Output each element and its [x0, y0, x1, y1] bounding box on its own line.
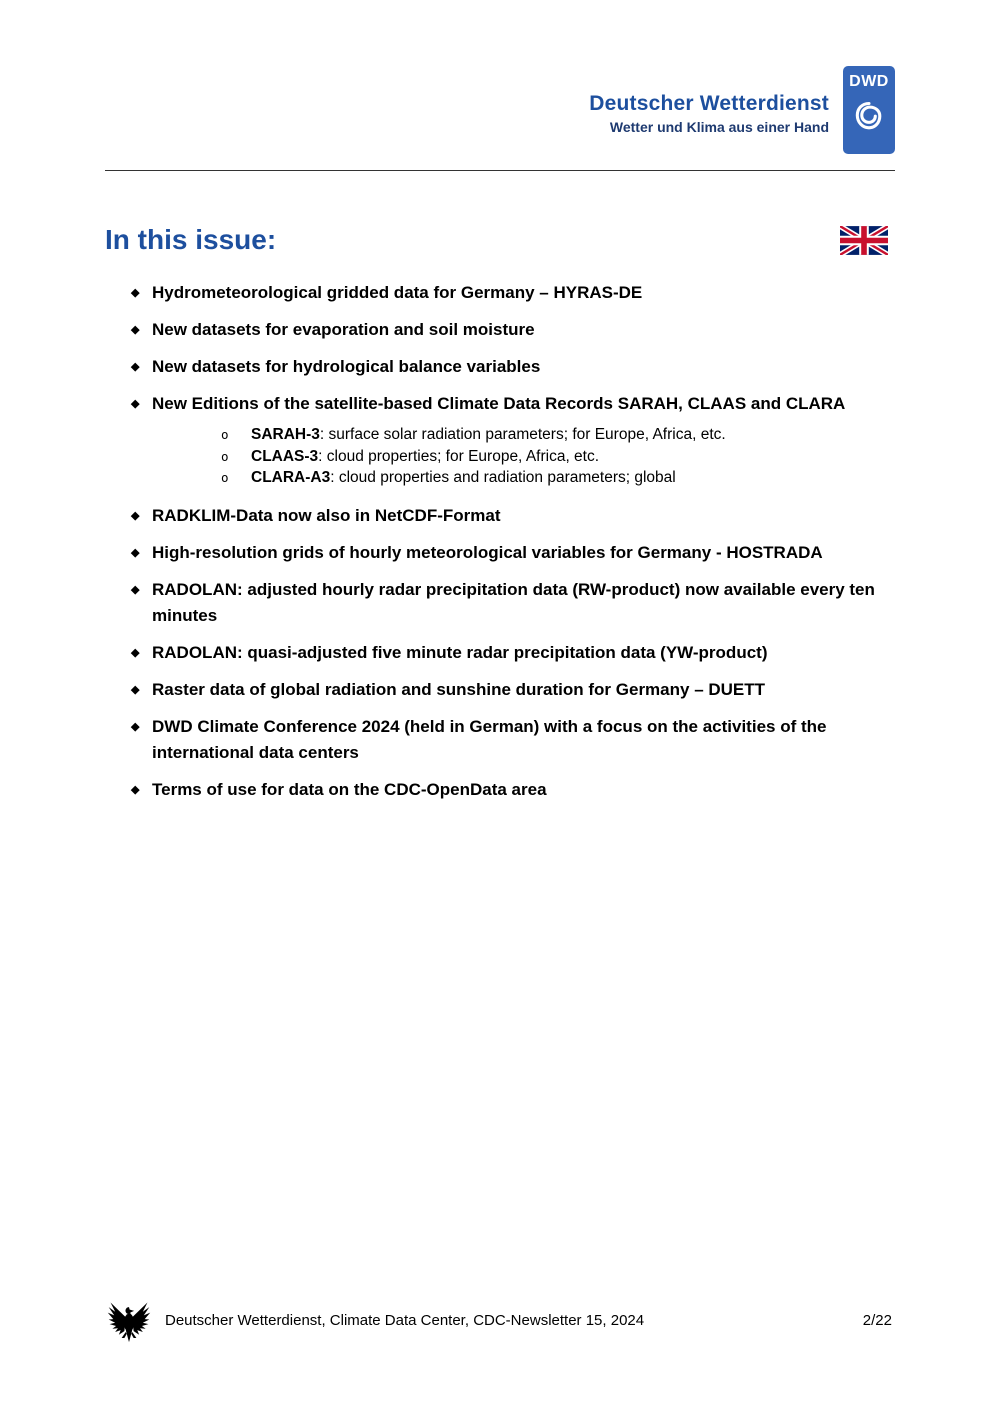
toc-item-text: New Editions of the satellite-based Climate Data Records SARAH, CLAAS and CLARA o SARAH-3: surface solar radiation parameters; for Europe, Africa, etc. o CLAAS-3: cloud properties; for Europe, Africa, etc. o CLARA-A3: cloud properties and radiation parameters; global — [152, 391, 890, 492]
diamond-bullet-icon: ◆ — [131, 583, 140, 596]
toc-item — [131, 280, 890, 306]
federal-eagle-icon — [105, 1295, 153, 1345]
page-title: In this issue: — [105, 224, 277, 255]
toc-sub-item-text: SARAH-3: surface solar radiation parameters; for Europe, Africa, etc. — [251, 426, 726, 443]
toc-sub-item-text: CLAAS-3: cloud properties; for Europe, Africa, etc. — [251, 447, 600, 465]
header — [589, 66, 895, 154]
uk-flag-icon — [840, 226, 888, 255]
toc-sub-item-text: CLARA-A3: cloud properties and radiation parameters; global — [251, 469, 676, 486]
footer-text: Deutscher Wetterdienst, Climate Data Center, CDC-Newsletter 15, 2024 — [165, 1311, 645, 1329]
toc-item — [131, 354, 890, 380]
circle-bullet-icon: o — [221, 470, 229, 485]
toc-item — [131, 714, 890, 766]
circle-bullet-icon: o — [221, 427, 229, 442]
dwd-logo-text: DWD — [849, 73, 889, 90]
toc-item-text: New datasets for evaporation and soil moisture — [152, 320, 535, 339]
title-row — [105, 224, 888, 256]
toc-item-text: DWD Climate Conference 2024 (held in German) with a focus on the activities of the international data centers — [152, 716, 827, 762]
toc-item — [131, 503, 890, 529]
toc-item — [131, 677, 890, 703]
toc-item-text: Raster data of global radiation and sunshine duration for Germany – DUETT — [152, 679, 766, 699]
diamond-bullet-icon: ◆ — [131, 361, 140, 373]
org-name: Deutscher Wetterdienst — [589, 92, 829, 115]
toc-item — [131, 391, 890, 492]
toc-sub-item — [221, 424, 890, 446]
toc-item-text: RADOLAN: adjusted hourly radar precipitation data (RW-product) now available every ten minutes — [152, 579, 875, 625]
toc-item-text: RADKLIM-Data now also in NetCDF-Format — [152, 505, 501, 525]
toc-item-text: RADOLAN: quasi-adjusted five minute radar precipitation data (YW-product) — [152, 642, 768, 662]
circle-bullet-icon: o — [221, 448, 229, 464]
toc-item — [131, 317, 890, 343]
page-number: 2/22 — [862, 1311, 892, 1329]
diamond-bullet-icon: ◆ — [131, 720, 140, 733]
diamond-bullet-icon: ◆ — [131, 546, 140, 559]
diamond-bullet-icon: ◆ — [131, 324, 140, 336]
header-text-block — [589, 66, 829, 135]
footer — [105, 1292, 892, 1348]
toc-sub-item — [221, 446, 890, 468]
dwd-spiral-icon — [851, 97, 887, 137]
diamond-bullet-icon: ◆ — [131, 683, 140, 696]
toc-item-text: Hydrometeorological gridded data for Germany – HYRAS-DE — [152, 283, 643, 302]
toc-sub-item — [221, 467, 890, 489]
toc-item-text: Terms of use for data on the CDC-OpenData area — [152, 779, 547, 799]
toc-item — [131, 577, 890, 629]
org-tagline: Wetter und Klima aus einer Hand — [609, 119, 829, 135]
toc-sub-list — [152, 424, 890, 489]
toc-item — [131, 777, 890, 803]
header-divider — [105, 170, 895, 171]
diamond-bullet-icon: ◆ — [131, 509, 140, 522]
diamond-bullet-icon: ◆ — [131, 398, 140, 410]
diamond-bullet-icon: ◆ — [131, 646, 140, 659]
diamond-bullet-icon: ◆ — [131, 783, 140, 796]
toc-item — [131, 540, 890, 566]
dwd-logo — [843, 66, 895, 154]
diamond-bullet-icon: ◆ — [131, 287, 140, 299]
toc-list — [105, 280, 890, 814]
toc-item-text: New datasets for hydrological balance variables — [152, 357, 541, 376]
toc-item — [131, 640, 890, 666]
toc-item-text: High-resolution grids of hourly meteorological variables for Germany - HOSTRADA — [152, 542, 823, 562]
